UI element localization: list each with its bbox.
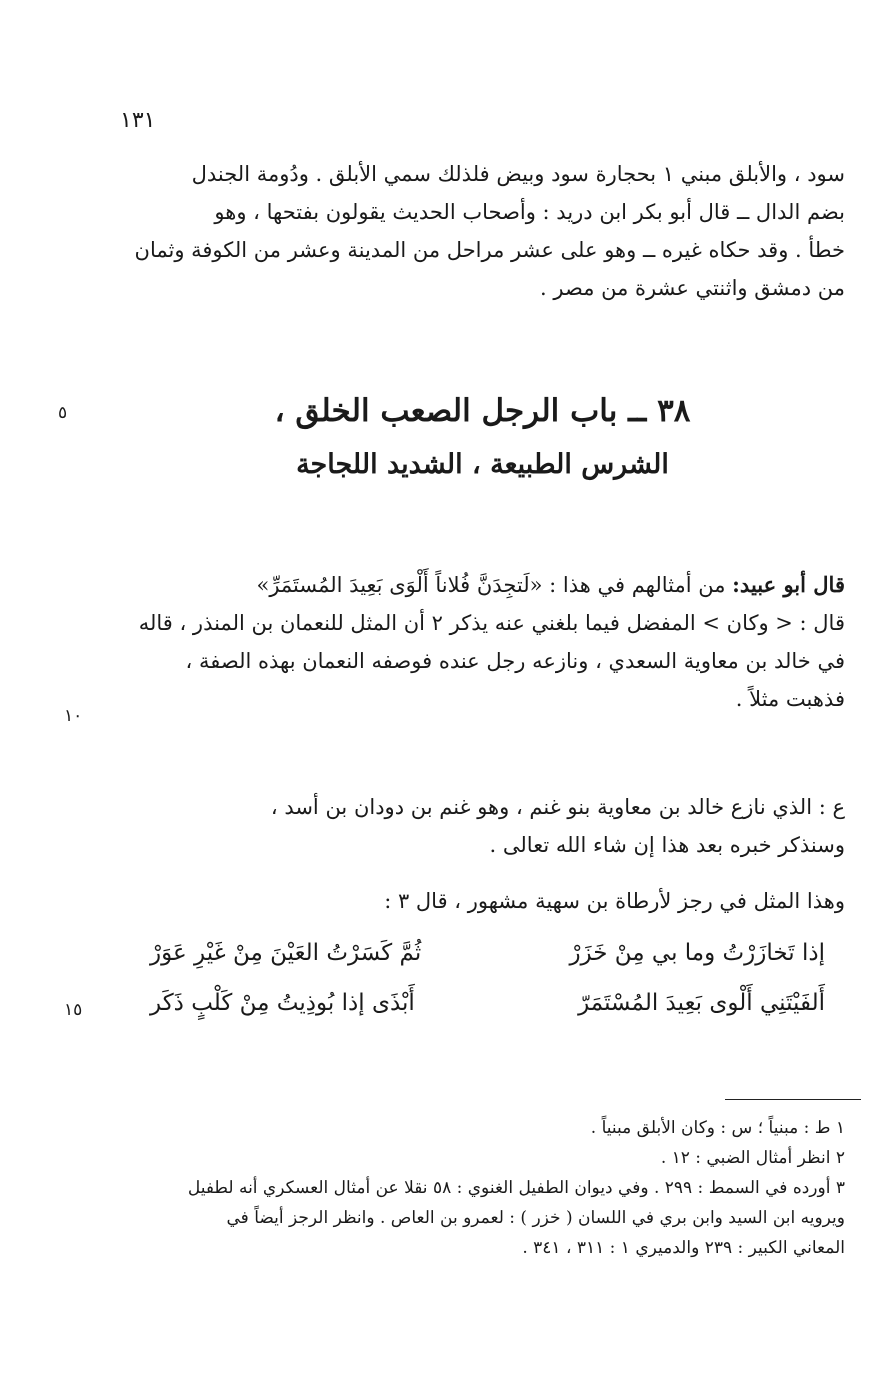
paragraph-3 — [120, 788, 845, 864]
heading-line-1: ٣٨ ــ باب الرجل الصعب الخلق ، — [274, 393, 691, 429]
line-number-15: ١٥ — [64, 1000, 83, 1020]
text-line: فذهبت مثلاً . — [735, 687, 845, 711]
verse-hemistich-first: إذا تَخازَرْتُ وما بي مِنْ خَزَرْ — [569, 940, 825, 966]
text-line: ع : الذي نازع خالد بن معاوية بنو غنم ، وهو غنم بن دودان بن أسد ، — [270, 795, 845, 819]
text-line: سود ، والأبلق مبني ١ بحجارة سود وبيض فلذلك سمي الأبلق . ودُومة الجندل — [191, 162, 845, 186]
footnote: ١ ط : مبنياً ؛ س : وكان الأبلق مبنياً . — [590, 1118, 845, 1138]
text-line: خطأ . وقد حكاه غيره ــ وهو على عشر مراحل من المدينة وعشر من الكوفة وثمان — [134, 238, 845, 262]
footnote: المعاني الكبير : ٢٣٩ والدميري ١ : ٣١١ ، ٣٤١ . — [522, 1238, 845, 1258]
line-number-10: ١٠ — [64, 706, 83, 726]
line-number-5: ٥ — [58, 403, 68, 423]
chapter-heading — [120, 384, 845, 492]
text-line: في خالد بن معاوية السعدي ، ونازعه رجل عنده فوصفه النعمان بهذه الصفة ، — [185, 649, 845, 673]
page-number: ١٣١ — [120, 108, 156, 133]
verse-hemistich-second: أَبْذَى إذا بُوذِيتُ مِنْ كَلْبٍ ذَكَر — [150, 990, 415, 1016]
footnote: ٢ انظر أمثال الضبي : ١٢ . — [660, 1148, 845, 1168]
verse-2 — [150, 990, 825, 1034]
paragraph-2 — [120, 566, 845, 718]
speaker-label: قال أبو عبيد: — [732, 572, 845, 597]
verse-hemistich-second: ثُمَّ كَسَرْتُ العَيْنَ مِنْ غَيْرِ عَوَرْ — [150, 940, 422, 966]
text-line: قال : < وكان > المفضل فيما بلغني عنه يذكر ٢ أن المثل للنعمان بن المنذر ، قاله — [138, 611, 845, 635]
text-line: من دمشق واثنتي عشرة من مصر . — [540, 276, 845, 300]
footnote-divider — [725, 1099, 861, 1100]
quote-text: من أمثالهم في هذا : «لَتجِدَنَّ فُلاناً أَلْوَى بَعِيدَ المُستَمَرِّ» — [256, 573, 733, 597]
verse-hemistich-first: أَلفَيْتَنِي أَلْوى بَعِيدَ المُسْتَمَرّ — [578, 990, 825, 1016]
text-line — [120, 566, 845, 604]
footnotes — [120, 1113, 845, 1263]
footnote: ويرويه ابن السيد وابن بري في اللسان ( خزر ) : لعمرو بن العاص . وانظر الرجز أيضاً في — [226, 1208, 845, 1228]
footnote: ٣ أورده في السمط : ٢٩٩ . وفي ديوان الطفيل الغنوي : ٥٨ نقلا عن أمثال العسكري أنه لطفيل — [187, 1178, 845, 1198]
text-line: وسنذكر خبره بعد هذا إن شاء الله تعالى . — [489, 833, 845, 857]
heading-line-2: الشرس الطبيعة ، الشديد اللجاجة — [296, 449, 669, 480]
paragraph-1 — [120, 155, 845, 307]
text-line: وهذا المثل في رجز لأرطاة بن سهية مشهور ، قال ٣ : — [384, 889, 845, 913]
paragraph-4 — [120, 882, 845, 920]
verse-1 — [150, 940, 825, 984]
text-line: بضم الدال ــ قال أبو بكر ابن دريد : وأصحاب الحديث يقولون بفتحها ، وهو — [214, 200, 845, 224]
